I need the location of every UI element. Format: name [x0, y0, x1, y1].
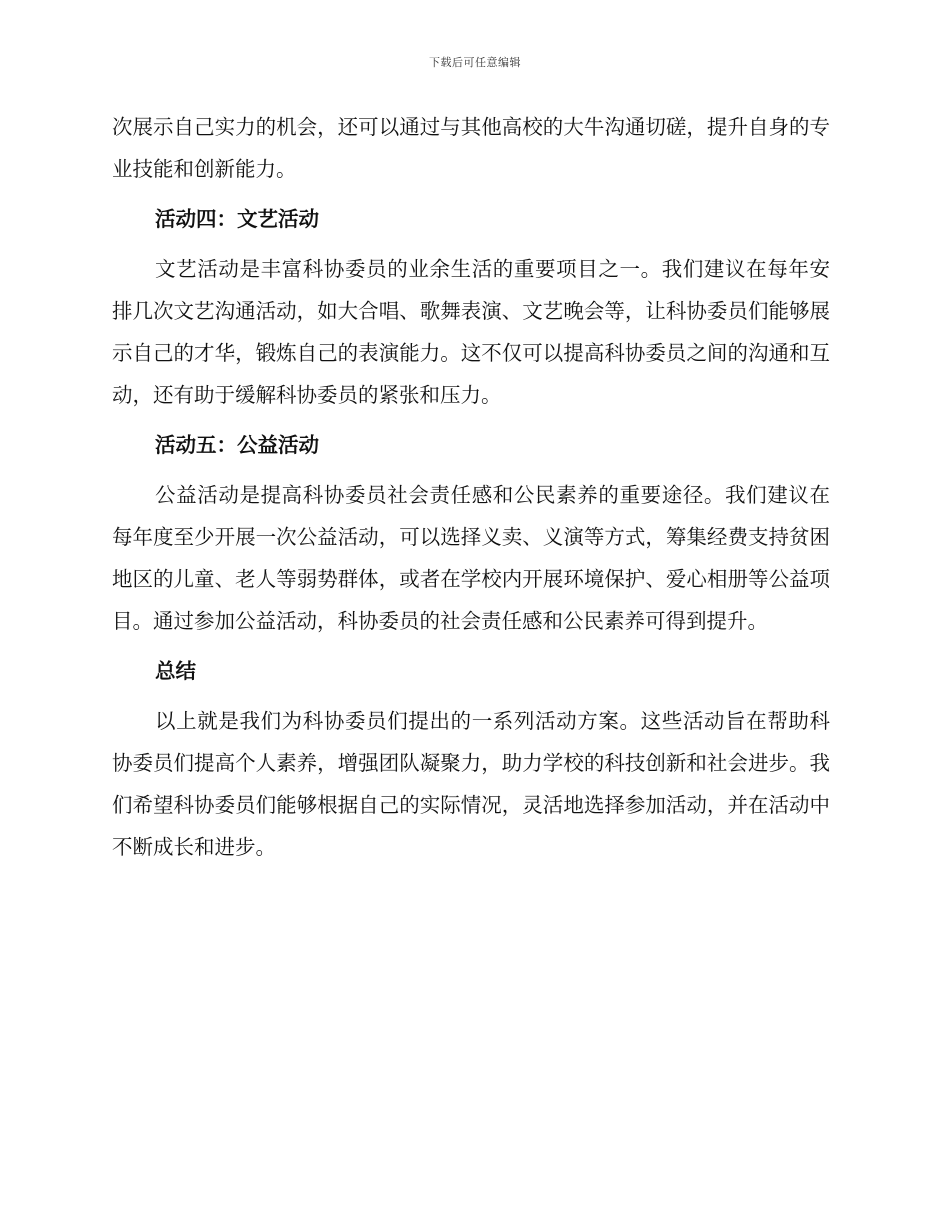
page-header: 下载后可任意编辑	[429, 56, 521, 69]
paragraph-charity: 公益活动是提高科协委员社会责任感和公民素养的重要途径。我们建议在每年度至少开展一次公益活动，可以选择义卖、义演等方式，筹集经费支持贫困地区的儿童、老人等弱势群体，或者在学校内开展环境保护、爱心相册等公益项目。通过参加公益活动，科协委员的社会责任感和公民素养可得到提升。	[112, 483, 830, 633]
section-heading-summary: 总结	[155, 659, 196, 683]
document-body	[112, 106, 830, 868]
section-heading-arts: 活动四：文艺活动	[155, 207, 319, 231]
section-heading-charity: 活动五：公益活动	[155, 433, 319, 457]
paragraph-summary: 以上就是我们为科协委员们提出的一系列活动方案。这些活动旨在帮助科协委员们提高个人素养，增强团队凝聚力，助力学校的科技创新和社会进步。我们希望科协委员们能够根据自己的实际情况，灵活地选择参加活动，并在活动中不断成长和进步。	[112, 709, 830, 859]
paragraph-continuation: 次展示自己实力的机会，还可以通过与其他高校的大牛沟通切磋，提升自身的专业技能和创新能力。	[112, 115, 830, 181]
paragraph-arts: 文艺活动是丰富科协委员的业余生活的重要项目之一。我们建议在每年安排几次文艺沟通活动，如大合唱、歌舞表演、文艺晚会等，让科协委员们能够展示自己的才华，锻炼自己的表演能力。这不仅可以提高科协委员之间的沟通和互动，还有助于缓解科协委员的紧张和压力。	[112, 257, 830, 407]
